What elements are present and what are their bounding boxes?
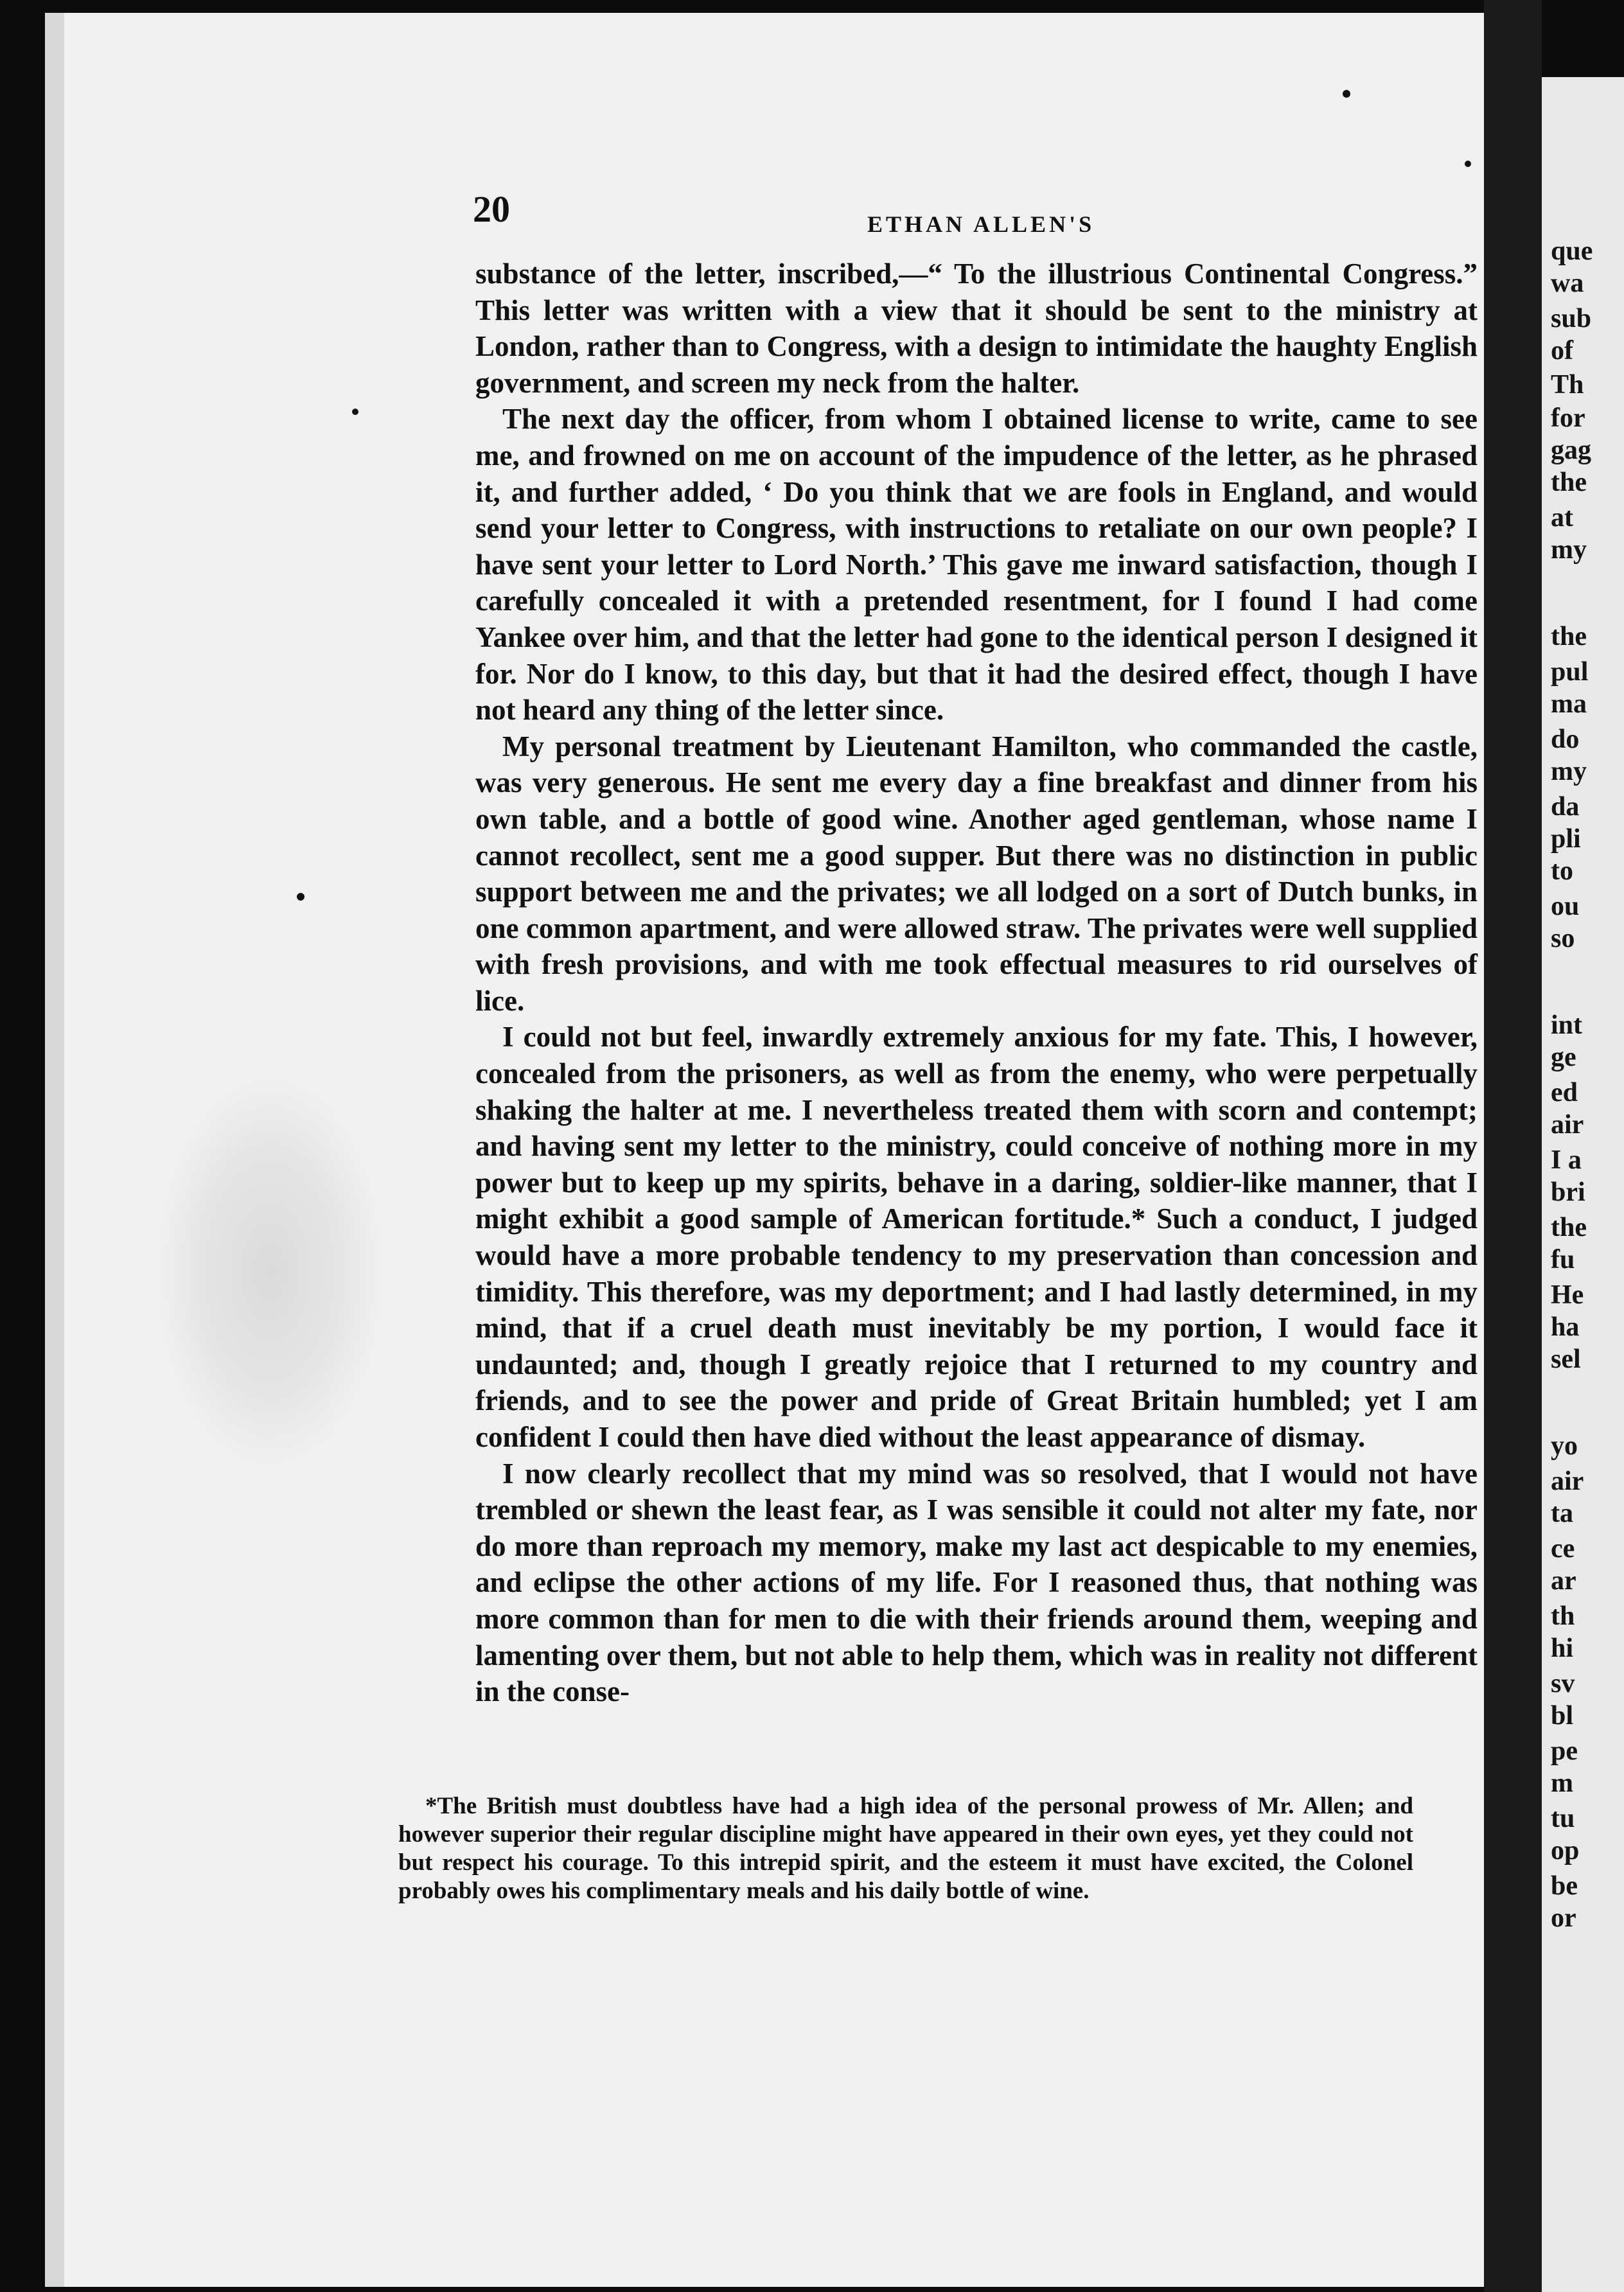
facing-page-fragment: to (1551, 856, 1573, 886)
facing-page-fragment: ar (1551, 1566, 1576, 1596)
facing-page-fragment: op (1551, 1836, 1580, 1865)
paragraph-1: substance of the letter, inscribed,—“ To the illustrious Continental Congress.” This letter was written with a view that it should be sent to the ministry at London, rather than to Congress, with a design to intimidate the haughty English government, and screen my neck from the halter. (475, 258, 1478, 399)
facing-page-fragment: sub (1551, 304, 1592, 333)
facing-page-fragment: gag (1551, 436, 1591, 465)
paragraph-5: I now clearly recollect that my mind was so resolved, that I would not have trembled or shewn the least fear, as I was sensible it could not alter my fate, nor do more than reproach my memory, make my last act despicable to my enemies, and eclipse the other actions of my life. For I reasoned thus, that nothing was more common than for men to die with their friends around them, weeping and lamenting over them, but not able to help them, which was in reality not different in the conse- (475, 1457, 1478, 1708)
facing-page-fragment: air (1551, 1467, 1584, 1496)
ink-speck (1465, 161, 1471, 167)
facing-page-fragment: th (1551, 1601, 1575, 1631)
facing-page-fragment: bri (1551, 1177, 1585, 1207)
facing-page-fragment: ta (1551, 1499, 1573, 1528)
facing-page-fragment: ce (1551, 1534, 1575, 1564)
facing-page-fragment: que (1551, 236, 1593, 266)
facing-page-fragment: fu (1551, 1245, 1575, 1274)
facing-page-fragment: the (1551, 1213, 1587, 1242)
facing-page-fragment: ou (1551, 892, 1580, 921)
footnote: *The British must doubtless have had a high idea of the personal prowess of Mr. Allen; and however superior their regular discipline might have appeared in their own eyes, yet they could not but respect his courage. To this intrepid spirit, and the esteem it must have excited, the Colonel probably owes his complimentary meals and his daily bottle of wine. (398, 1793, 1413, 1904)
facing-page-fragment: pli (1551, 824, 1581, 854)
facing-page-fragment: da (1551, 792, 1580, 822)
page-number: 20 (473, 188, 510, 230)
paragraph-4: I could not but feel, inwardly extremely anxious for my fate. This, I however, concealed from the prisoners, as well as from the enemy, who were perpetually shaking the halter at me. I nevertheless treated them with scorn and contempt; and having sent my letter to the ministry, could conceive of nothing more in my power but to keep up my spirits, behave in a daring, soldier-like manner, that I might exhibit a good sample of American fortitude.* Such a conduct, I judged would have a more probable tendency to my preservation than concession and timidity. This therefore, was my deportment; and I had lastly determined, in my mind, that if a cruel death must inevitably be my portion, I would face it undaunted; and, though I greatly rejoice that I returned to my country and friends, and to see the power and pride of Great Britain humbled; yet I am confident I could then have died without the least appearance of dismay. (475, 1021, 1478, 1453)
facing-page-fragment: sel (1551, 1344, 1581, 1374)
facing-page-fragment: the (1551, 622, 1587, 651)
facing-page-fragment: or (1551, 1903, 1576, 1933)
facing-page-fragment: so (1551, 924, 1575, 953)
facing-page-fragment: at (1551, 503, 1573, 533)
facing-page-fragment: sv (1551, 1669, 1575, 1698)
facing-page-fragment: m (1551, 1768, 1573, 1798)
running-head: ETHAN ALLEN'S (867, 211, 1095, 237)
facing-page-fragment: bl (1551, 1701, 1574, 1731)
ink-speck (352, 409, 358, 415)
facing-page-fragment: ma (1551, 689, 1587, 719)
facing-page-fragment: yo (1551, 1431, 1578, 1461)
facing-page-fragment: tu (1551, 1804, 1575, 1833)
paragraph-2: The next day the officer, from whom I obtained license to write, came to see me, and frowned on me on account of the impudence of the letter, as he phrased it, and further added, ‘ Do you think that we are fools in England, and would send your letter to Congress, with instructions to retaliate on our own people? I have sent your letter to Lord North.’ This gave me inward satisfaction, though I carefully concealed it with a pretended resentment, for I found I had come Yankee over him, and that the letter had gone to the identical person I designed it for. Nor do I know, to this day, but that it had the desired effect, though I have not heard any thing of the letter since. (475, 403, 1478, 727)
ink-speck (297, 893, 304, 901)
facing-page-fragment: ed (1551, 1078, 1578, 1107)
facing-page-fragment: my (1551, 535, 1587, 565)
facing-page-fragment: do (1551, 725, 1580, 754)
facing-page-fragment: for (1551, 403, 1585, 433)
facing-page-edge (1542, 77, 1624, 2292)
facing-page-fragment: I a (1551, 1145, 1582, 1175)
facing-page-fragment: pe (1551, 1736, 1578, 1766)
facing-page-fragment: be (1551, 1871, 1578, 1901)
facing-page-fragment: the (1551, 468, 1587, 497)
facing-page-fragment: pul (1551, 657, 1589, 687)
body-text (475, 256, 1478, 1710)
facing-page-fragment: my (1551, 757, 1587, 786)
facing-page-fragment: ha (1551, 1312, 1580, 1342)
facing-page-fragment: He (1551, 1280, 1584, 1310)
water-stain (154, 1073, 385, 1471)
facing-page-fragment: Th (1551, 370, 1584, 400)
paragraph-3: My personal treatment by Lieutenant Hamilton, who commanded the castle, was very generous. He sent me every day a fine breakfast and dinner from his own table, and a bottle of good wine. Another aged gentleman, whose name I cannot recollect, sent me a good supper. But there was no distinction in public support between me and the privates; we all lodged on a sort of Dutch bunks, in one common apartment, and were allowed straw. The privates were well supplied with fresh provisions, and with me took effectual measures to rid ourselves of lice. (475, 730, 1478, 1017)
facing-page-fragment: ge (1551, 1043, 1576, 1072)
facing-page-fragment: of (1551, 336, 1573, 366)
facing-page-fragment: hi (1551, 1634, 1574, 1663)
facing-page-fragment: air (1551, 1110, 1584, 1140)
facing-page-fragment: int (1551, 1010, 1583, 1040)
ink-speck (1343, 90, 1350, 98)
facing-page-fragment: wa (1551, 269, 1584, 298)
book-gutter (1484, 0, 1542, 2292)
